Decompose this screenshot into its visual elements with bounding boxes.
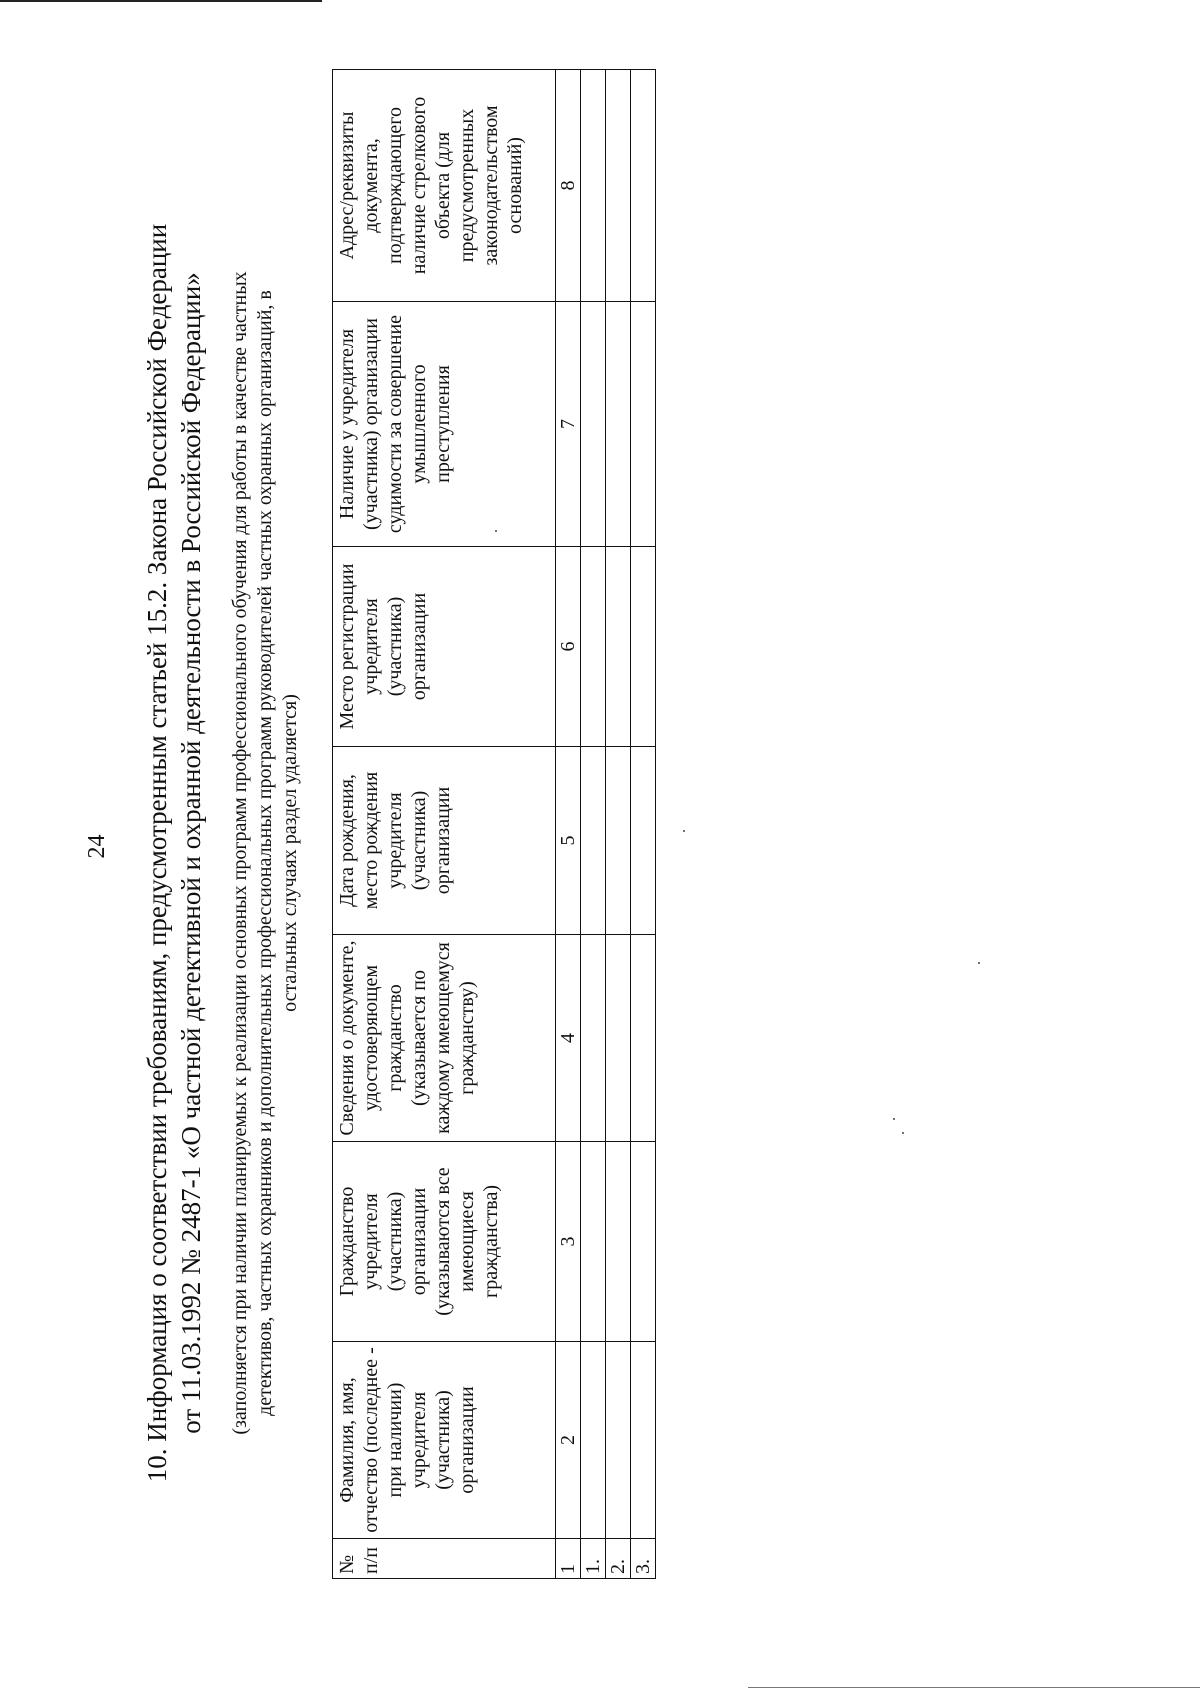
column-number-cell: 6 (556, 547, 581, 747)
page-number: 24 (84, 834, 110, 859)
table-cell (581, 302, 606, 547)
table-row (606, 70, 631, 1579)
table-cell (606, 302, 631, 547)
column-number-cell: 2 (556, 1342, 581, 1539)
section-note-line-1: (заполняется при наличии планируемых к реализации основных программ профессионального обучения для работы в качестве частных (229, 271, 251, 1435)
table-cell (581, 935, 606, 1142)
table-cell (631, 70, 656, 302)
table-cell (606, 1142, 631, 1342)
section-note-line-3: остальных случаях раздел удаляется) (279, 694, 301, 1012)
column-number-cell: 8 (556, 70, 581, 302)
scan-speck (683, 830, 685, 832)
table-cell (606, 747, 631, 935)
column-number-cell: 4 (556, 935, 581, 1142)
section-title-line-2: от 11.03.1992 № 2487-1 «О частной детективной и охранной деятельности в Российской Федерации» (176, 272, 206, 1434)
header-cell: Сведения о документе, удостоверяющем гражданство (указывается по каждому имеющемуся гражданству) (333, 935, 556, 1142)
table-cell (631, 935, 656, 1142)
table-cell (581, 547, 606, 747)
section-note-line-2: детективов, частных охранников и дополнительных профессиональных программ руководителей частных охранных организаций, в (254, 290, 276, 1416)
table-cell (606, 935, 631, 1142)
scan-speck (893, 1118, 895, 1120)
section-title-line-1: 10. Информация о соответствии требованиям, предусмотренным статьей 15.2. Закона Российской Федерации (142, 223, 172, 1483)
column-number-row (556, 70, 581, 1579)
table-cell (581, 1342, 606, 1539)
scan-speck (902, 1132, 904, 1134)
table-cell (631, 547, 656, 747)
row-number-cell: 2. (606, 1539, 631, 1579)
table-cell (631, 1142, 656, 1342)
section-note (228, 163, 303, 1543)
header-cell: Дата рождения, место рождения учредителя (участника) организации (333, 747, 556, 935)
table-cell (606, 547, 631, 747)
table-cell (631, 302, 656, 547)
row-number-cell: 1. (581, 1539, 606, 1579)
table-cell (581, 747, 606, 935)
scan-speck (978, 962, 980, 964)
header-cell: Фамилия, имя, отчество (последнее - при наличии) учредителя (участника) организации (333, 1342, 556, 1539)
table-cell (606, 70, 631, 302)
table-cell (581, 70, 606, 302)
table-cell (631, 747, 656, 935)
table-cell (606, 1342, 631, 1539)
header-cell: № п/п (333, 1539, 556, 1579)
column-number-cell: 3 (556, 1142, 581, 1342)
row-number-cell: 3. (631, 1539, 656, 1579)
founders-info-table (332, 69, 656, 1579)
section-title (140, 163, 208, 1543)
table-header-row (333, 70, 556, 1579)
table-cell (631, 1342, 656, 1539)
column-number-cell: 5 (556, 747, 581, 935)
table-row (581, 70, 606, 1579)
column-number-cell: 1 (556, 1539, 581, 1579)
header-cell: Гражданство учредителя (участника) организации (указываются все имеющиеся гражданства) (333, 1142, 556, 1342)
header-cell: Адрес/реквизиты документа, подтверждающего наличие стрелкового объекта (для предусмотренных законодательством оснований) (333, 70, 556, 302)
column-number-cell: 7 (556, 302, 581, 547)
table-cell (581, 1142, 606, 1342)
table-row (631, 70, 656, 1579)
scan-speck (495, 530, 497, 532)
header-cell: Место регистрации учредителя (участника) организации (333, 547, 556, 747)
header-cell: Наличие у учредителя (участника) организации судимости за совершение умышленного преступления (333, 302, 556, 547)
